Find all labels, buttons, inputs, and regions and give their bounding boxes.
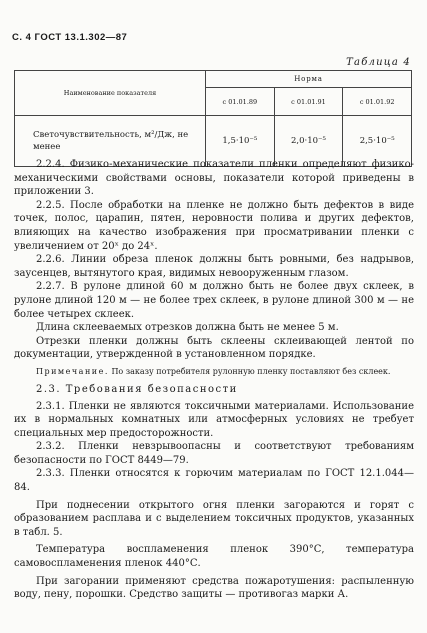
col-name-header: Наименование показателя	[15, 71, 206, 116]
document-body	[14, 158, 414, 602]
paragraph: При загорании применяют средства пожаротушения: распыленную воду, пену, порошки. Средство защиты — противогаз марки А.	[14, 575, 414, 601]
paragraph: 2.3.1. Пленки не являются токсичными материалами. Использование их в нормальных комнатных или атмосферных условиях не требует специальных мер предосторожности.	[14, 400, 414, 439]
row-name: Светочувствительность, м²/Дж, не менее	[15, 116, 206, 167]
date-header: с 01.01.91	[274, 88, 343, 116]
table-caption: Таблица 4	[346, 57, 411, 68]
page-header: С. 4 ГОСТ 13.1.302—87	[12, 32, 128, 43]
paragraph: 2.3.3. Пленки относятся к горючим материалам по ГОСТ 12.1.044—84.	[14, 468, 414, 494]
value-cell: 2,0·10⁻⁵	[274, 116, 343, 167]
section-title: 2.3. Требования безопасности	[36, 383, 238, 395]
norm-header: Норма	[206, 71, 412, 88]
value-cell: 2,5·10⁻⁵	[343, 116, 412, 167]
paragraph: 2.2.4. Физико-механические показатели пленки определяют физико-механическими свойствами основы, показатели которой приведены в приложении 3.	[14, 159, 414, 198]
note-label: Примечание.	[36, 366, 109, 376]
note-text: По заказу потребителя рулонную пленку поставляют без склеек.	[111, 366, 391, 376]
paragraph: Длина склееваемых отрезков должна быть не менее 5 м.	[36, 322, 339, 334]
paragraph: 2.3.2. Пленки невзрывоопасны и соответствуют требованиям безопасности по ГОСТ 8449—79.	[14, 441, 414, 466]
date-header: с 01.01.92	[343, 88, 412, 116]
table-header-row	[15, 71, 412, 88]
paragraph: 2.2.5. После обработки на пленке не должно быть дефектов в виде точек, полос, царапин, пятен, неровности полива и других дефектов, влияющих на качество изображения при просматривании пленки с увеличением от 20ˣ до 24ˣ.	[14, 199, 414, 252]
value-cell: 1,5·10⁻⁵	[206, 116, 275, 167]
paragraph: Отрезки пленки должны быть склеены склеивающей лентой по документации, утвержденной в установленном порядке.	[14, 335, 414, 361]
norms-table	[14, 70, 412, 167]
paragraph: 2.2.7. В рулоне длиной 60 м должно быть не более двух склеек, в рулоне длиной 120 м — не более трех склеек, в рулоне длиной 300 м — не более четырех склеек.	[14, 281, 414, 320]
date-header: с 01.01.89	[206, 88, 275, 116]
paragraph: 2.2.6. Линии обреза пленок должны быть ровными, без надрывов, заусенцев, вытянутого края, видимых невооруженным глазом.	[14, 254, 414, 279]
paragraph: Температура воспламенения пленок 390°С, температура самовоспламенения пленок 440°С.	[14, 544, 414, 570]
paragraph: При поднесении открытого огня пленки загораются и горят с образованием расплава и с выделением токсичных продуктов, указанных в табл. 5.	[14, 499, 414, 538]
note	[14, 366, 414, 377]
